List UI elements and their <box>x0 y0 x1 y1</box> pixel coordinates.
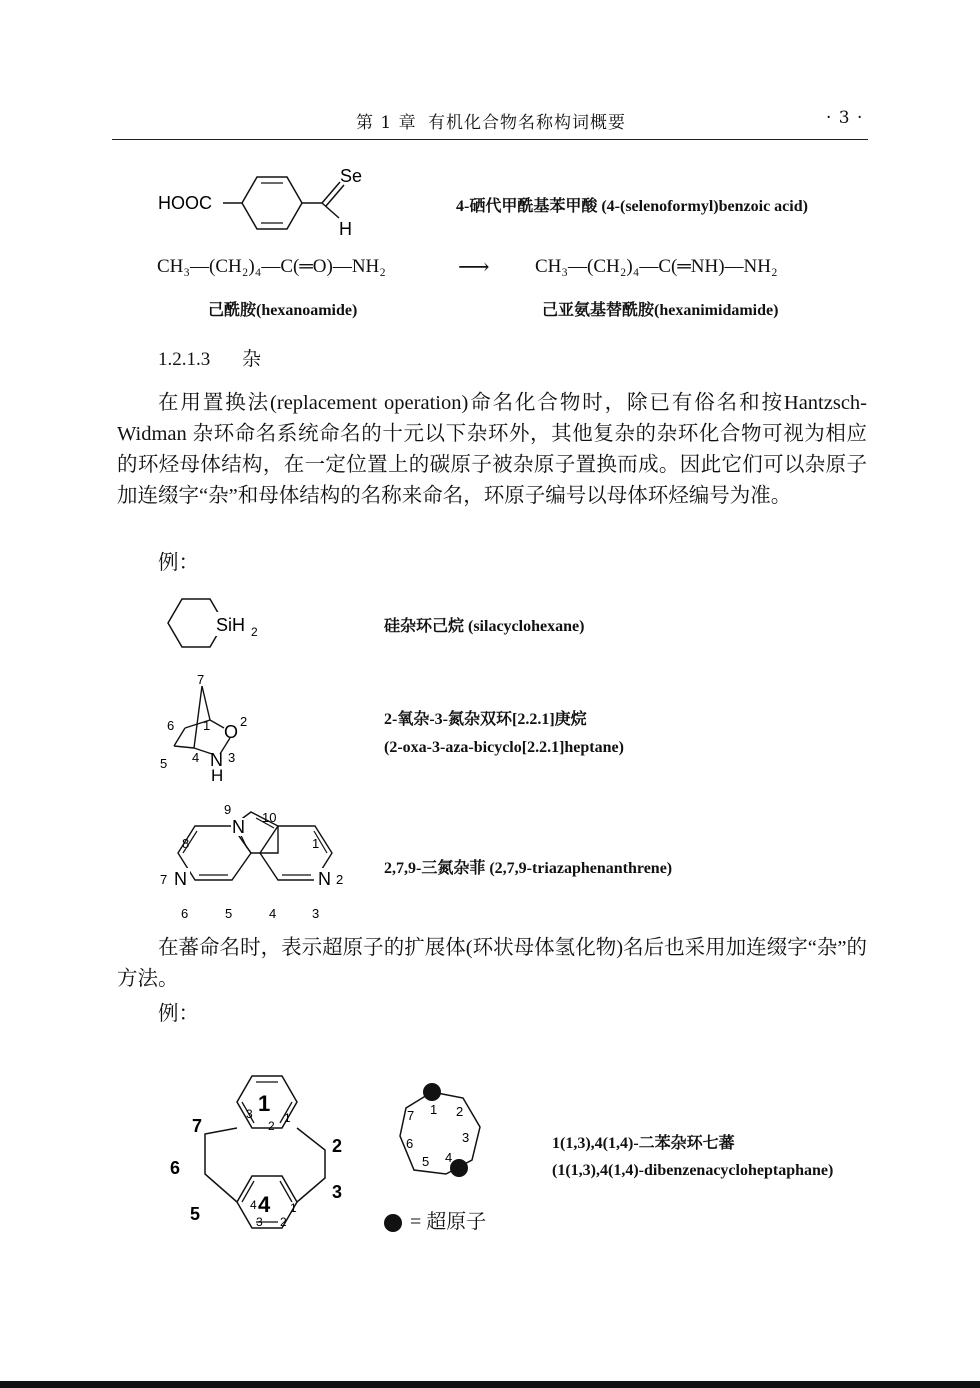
ring-locant: 5 <box>422 1154 430 1169</box>
big-locant: 5 <box>190 1204 201 1224</box>
silacyclohexane-name: 硅杂环己烷 (silacyclohexane) <box>384 618 585 635</box>
oxaaza-name-en: (2-oxa-3-aza-bicyclo[2.2.1]heptane) <box>384 739 624 756</box>
phane-name-cn: 1(1,3),4(1,4)-二苯杂环七蕃 <box>552 1135 735 1152</box>
paragraph-phane: 在蕃命名时，表示超原子的扩展体(环状母体氢化物)名后也采用加连缀字“杂”的方法。 <box>117 937 867 990</box>
small-locant: 1 <box>284 1111 291 1125</box>
benzene-ring <box>242 177 302 229</box>
n9-label: N <box>232 817 245 837</box>
small-locant: 2 <box>280 1215 287 1229</box>
phane-name-en: (1(1,3),4(1,4)-dibenzenacycloheptaphane) <box>552 1162 834 1179</box>
big-locant: 6 <box>170 1158 181 1178</box>
sih-subscript: 2 <box>251 625 258 639</box>
locant-label: 4 <box>192 750 200 765</box>
superatom-legend: = 超原子 <box>410 1211 487 1233</box>
superatom-dot <box>423 1083 441 1101</box>
locant-label: 10 <box>262 810 277 825</box>
small-locant: 4 <box>250 1198 257 1212</box>
oxaaza-name-cn: 2-氧杂-3-氮杂双环[2.2.1]庚烷 <box>384 711 587 728</box>
hexanoamide-formula: CH₃—(CH₂)₄—C(═O)—NH₂ <box>157 256 386 277</box>
hexanimidamide-formula: CH₃—(CH₂)₄—C(═NH)—NH₂ <box>535 256 778 277</box>
big-locant: 7 <box>192 1116 203 1136</box>
header-rule <box>112 139 868 140</box>
section-title: 杂 <box>242 349 262 370</box>
locant-label: 2 <box>336 872 344 887</box>
dibenzenacycloheptaphane-structure <box>160 1066 360 1246</box>
silacyclohexane-structure <box>160 592 270 656</box>
ring-locant: 3 <box>462 1130 470 1145</box>
locant-label: 2 <box>240 714 248 729</box>
small-locant: 3 <box>246 1107 253 1121</box>
ring-locant: 6 <box>406 1136 414 1151</box>
triazaphenanthrene-name: 2,7,9-三氮杂菲 (2,7,9-triazaphenanthrene) <box>384 860 673 877</box>
small-locant: 1 <box>290 1201 297 1215</box>
reaction-arrow: ⟶ <box>458 254 490 279</box>
locant-label: 1 <box>203 718 211 733</box>
big-locant: 4 <box>258 1192 271 1217</box>
nitrogen-label: N <box>210 750 223 770</box>
n2-label: N <box>318 869 331 889</box>
nh-hydrogen-label: H <box>211 766 224 785</box>
locant-label: 6 <box>181 906 189 921</box>
chapter-label: 第 1 章 <box>356 113 417 133</box>
oxygen-label: O <box>224 722 239 742</box>
locant-label: 8 <box>182 836 190 851</box>
legend-dot <box>380 1210 410 1240</box>
superatom-ring-diagram <box>388 1072 498 1182</box>
se-label: Se <box>340 166 363 186</box>
paragraph-replacement: 在用置换法(replacement operation)命名化合物时，除已有俗名和按Hantzsch-Widman 杂环命名系统命名的十元以下杂环外，其他复杂的杂环化合物可视为相应的环烃母体结构，在一定位置上的碳原子被杂原子置换而成。因此它们可以杂原子加连缀字“杂”和母体结构的名称来命名，环原子编号以母体环烃编号为准。 <box>117 392 867 507</box>
small-locant: 2 <box>268 1119 275 1133</box>
hexanoamide-name: 己酰胺(hexanoamide) <box>208 302 358 319</box>
ring-locant: 4 <box>445 1150 453 1165</box>
hexanimidamide-name: 己亚氨基替酰胺(hexanimidamide) <box>542 302 779 319</box>
hooc-label: HOOC <box>158 193 212 213</box>
locant-label: 7 <box>160 872 168 887</box>
locant-label: 5 <box>160 756 168 771</box>
locant-label: 3 <box>312 906 320 921</box>
h-label: H <box>339 219 352 239</box>
locant-label: 5 <box>225 906 233 921</box>
locant-label: 1 <box>312 836 320 851</box>
sih-label: SiH <box>216 615 246 635</box>
n7-label: N <box>174 869 187 889</box>
ring-locant: 2 <box>456 1104 464 1119</box>
superatom-dot <box>450 1159 468 1177</box>
page-number: · 3 · <box>826 108 864 128</box>
locant-label: 9 <box>224 802 232 817</box>
example-label-2: 例： <box>158 1003 199 1025</box>
ring-locant: 1 <box>430 1102 438 1117</box>
ring-locant: 7 <box>407 1108 415 1123</box>
locant-label: 4 <box>269 906 277 921</box>
locant-label: 3 <box>228 750 236 765</box>
oxaazabicycloheptane-structure <box>150 668 260 786</box>
example-label-1: 例： <box>158 552 199 574</box>
selenoformyl-structure <box>150 158 380 242</box>
page-bottom-bar <box>0 1381 980 1388</box>
selenoformyl-name: 4-硒代甲酰基苯甲酸 (4-(selenoformyl)benzoic acid) <box>456 198 808 215</box>
chapter-title: 有机化合物名称构词概要 <box>428 113 626 133</box>
locant-label: 7 <box>197 672 205 687</box>
small-locant: 3 <box>256 1215 263 1229</box>
locant-label: 6 <box>167 718 175 733</box>
triazaphenanthrene-structure <box>150 798 360 926</box>
big-locant: 1 <box>258 1091 271 1116</box>
big-locant: 2 <box>332 1136 343 1156</box>
big-locant: 3 <box>332 1182 343 1202</box>
section-number: 1.2.1.3 <box>158 349 211 370</box>
